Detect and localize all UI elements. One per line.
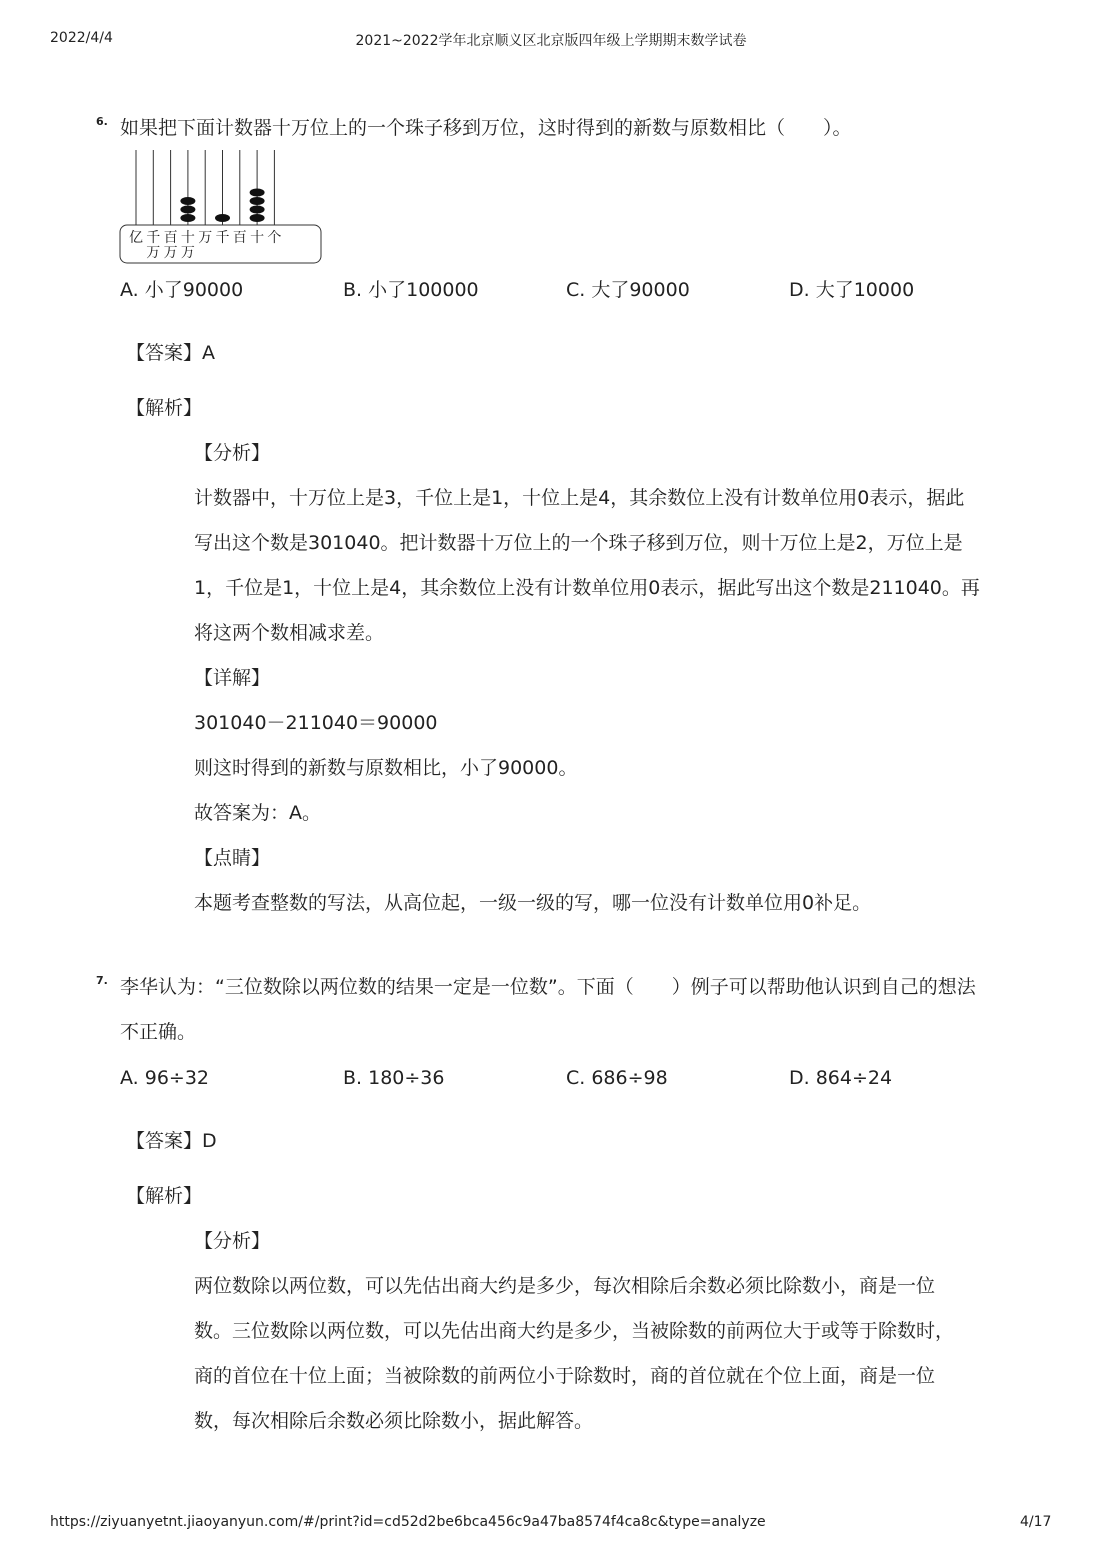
- footer-url: https://ziyuanyetnt.jiaoyanyun.com/#/print?id=cd52d2be6bca456c9a47ba8574f4ca8c&type=analyze: [50, 1514, 766, 1530]
- abacus-bead: [250, 189, 265, 197]
- q6-fenxi-title: 【分析】: [194, 442, 271, 464]
- abacus-bead: [250, 197, 265, 205]
- q7-fenxi-line: 数，每次相除后余数必须比除数小，据此解答。: [194, 1410, 594, 1432]
- q6-answer: 【答案】A: [126, 342, 215, 364]
- header-date: 2022/4/4: [50, 30, 113, 46]
- question-6-stem: 如果把下面计数器十万位上的一个珠子移到万位，这时得到的新数与原数相比（ ）。: [120, 117, 852, 139]
- abacus-place-label: 亿: [129, 230, 143, 246]
- q6-analysis-title: 【解析】: [126, 397, 203, 419]
- abacus-bead: [250, 206, 265, 214]
- abacus-place-label: 百: [163, 230, 178, 246]
- q7-option-a: A. 96÷32: [120, 1067, 210, 1089]
- footer-page-number: 4/17: [1020, 1514, 1052, 1530]
- q7-analysis-title: 【解析】: [126, 1185, 203, 1207]
- q7-answer: 【答案】D: [126, 1130, 217, 1152]
- q7-fenxi-line: 两位数除以两位数，可以先估出商大约是多少，每次相除后余数必须比除数小，商是一位: [194, 1275, 936, 1297]
- q6-xiangjie-line: 则这时得到的新数与原数相比，小了90000。: [194, 757, 578, 779]
- question-7-stem-line: 李华认为：“三位数除以两位数的结果一定是一位数”。下面（ ）例子可以帮助他认识到自己的想法: [120, 976, 976, 998]
- q6-dianjing-title: 【点睛】: [194, 847, 271, 869]
- abacus-figure: [118, 148, 328, 268]
- abacus-bead: [180, 197, 195, 205]
- q6-fenxi-line: 写出这个数是301040。把计数器十万位上的一个珠子移到万位，则十万位上是2，万位上是: [194, 532, 963, 554]
- q6-fenxi-line: 计数器中，十万位上是3，千位上是1，十位上是4，其余数位上没有计数单位用0表示，据此: [194, 487, 965, 509]
- q6-fenxi-line: 1，千位是1，十位上是4，其余数位上没有计数单位用0表示，据此写出这个数是211040。再: [194, 577, 980, 599]
- abacus-bead: [250, 214, 265, 222]
- q7-option-b: B. 180÷36: [343, 1067, 445, 1089]
- abacus-place-label: 个: [267, 230, 282, 246]
- q6-option-b: B. 小了100000: [343, 279, 479, 301]
- abacus-place-label: 百: [232, 230, 247, 246]
- q6-option-c: C. 大了90000: [566, 279, 690, 301]
- header-title: 2021~2022学年北京顺义区北京版四年级上学期期末数学试卷: [355, 33, 747, 49]
- abacus-bead: [180, 206, 195, 214]
- abacus-place-label: 千: [146, 230, 161, 246]
- abacus-place-label: 十: [250, 230, 265, 246]
- abacus-rods: [136, 150, 274, 225]
- q7-option-c: C. 686÷98: [566, 1067, 668, 1089]
- q6-xiangjie-line: 301040－211040＝90000: [194, 712, 438, 734]
- abacus-bead: [180, 214, 195, 222]
- abacus-place-label: 万: [163, 245, 178, 261]
- question-7-stem-line: 不正确。: [120, 1021, 197, 1043]
- abacus-place-label: 万: [198, 230, 213, 246]
- abacus-place-label: 万: [146, 245, 161, 261]
- abacus-place-label: 十: [180, 230, 195, 246]
- q7-option-d: D. 864÷24: [789, 1067, 893, 1089]
- q7-fenxi-title: 【分析】: [194, 1230, 271, 1252]
- q6-option-d: D. 大了10000: [789, 279, 915, 301]
- q6-xiangjie-line: 故答案为：A。: [194, 802, 321, 824]
- question-7-number: 7.: [96, 974, 108, 987]
- q6-fenxi-line: 将这两个数相减求差。: [194, 622, 385, 644]
- q6-option-a: A. 小了90000: [120, 279, 244, 301]
- abacus-place-label: 千: [215, 230, 230, 246]
- abacus-bead: [215, 214, 230, 222]
- q7-fenxi-line: 数。三位数除以两位数，可以先估出商大约是多少，当被除数的前两位大于或等于除数时，: [194, 1320, 955, 1342]
- abacus-place-label: 万: [180, 245, 195, 261]
- q6-xiangjie-title: 【详解】: [194, 667, 271, 689]
- question-6-number: 6.: [96, 115, 108, 128]
- q6-dianjing-line: 本题考查整数的写法，从高位起，一级一级的写，哪一位没有计数单位用0补足。: [194, 892, 872, 914]
- q7-fenxi-line: 商的首位在十位上面；当被除数的前两位小于除数时，商的首位就在个位上面，商是一位: [194, 1365, 936, 1387]
